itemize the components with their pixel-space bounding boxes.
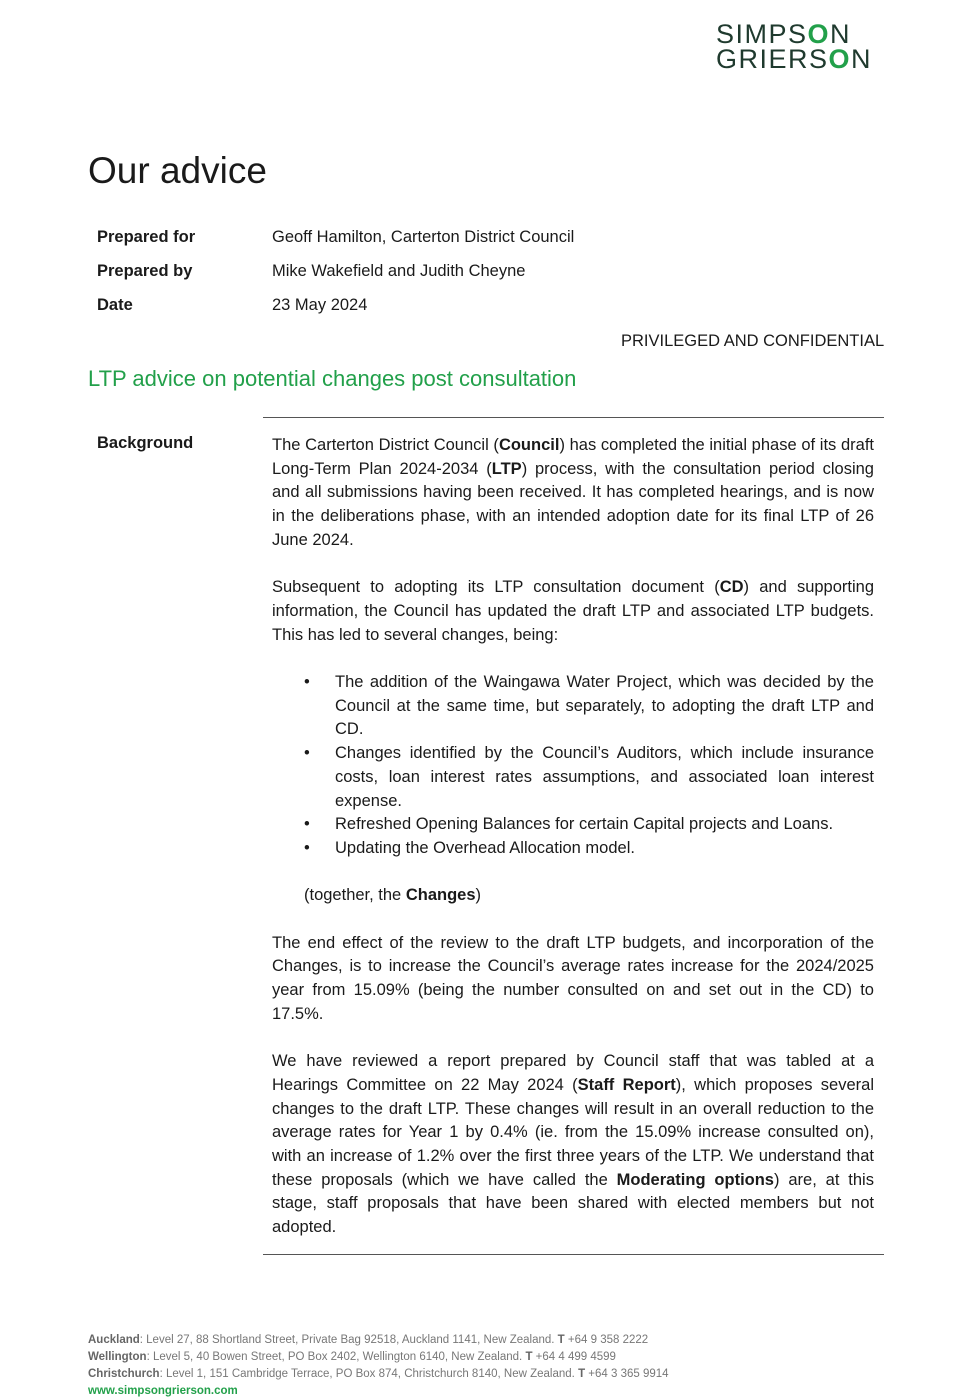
background-label: Background [97, 434, 194, 452]
list-item: • The addition of the Waingawa Water Project, which was decided by the Council at the same time, but separately, to adopting the draft LTP and CD. [304, 673, 874, 739]
list-item: • Refreshed Opening Balances for certain Capital projects and Loans. [335, 813, 874, 837]
background-body [272, 434, 874, 1264]
list-item: • Changes identified by the Council’s Auditors, which include insurance costs, loan interest rates assumptions, and associated loan interest expense. [304, 744, 874, 810]
bullet-icon: • [304, 838, 310, 857]
footer-wellington: Wellington: Level 5, 40 Bowen Street, PO Box 2402, Wellington 6140, New Zealand. T +64 4 499 4599 [88, 1351, 616, 1363]
paragraph-1: The Carterton District Council (Council) has completed the initial phase of its draft Long-Term Plan 2024-2034 (LTP) process, with the consultation period closing and all submissions having been received. It has completed hearings, and is now in the deliberations phase, with an intended adoption date for its final LTP of 26 June 2024. [272, 436, 875, 549]
confidentiality-notice: PRIVILEGED AND CONFIDENTIAL [621, 332, 885, 350]
footer-auckland: Auckland: Level 27, 88 Shortland Street, Private Bag 92518, Auckland 1141, New Zealand. T +64 9 358 2222 [88, 1334, 649, 1346]
company-logo [716, 19, 896, 74]
footer-christchurch: Christchurch: Level 1, 151 Cambridge Terrace, PO Box 874, Christchurch 8140, New Zealand. T +64 3 365 9914 [88, 1368, 669, 1380]
page-title: Our advice [88, 150, 267, 191]
footer [88, 1332, 669, 1400]
paragraph-4: We have reviewed a report prepared by Council staff that was tabled at a Hearings Committee on 22 May 2024 (Staff Report), which proposes several changes to the draft LTP. These changes will result in an overall reduction to the average rates for Year 1 by 0.4% (ie. from the 15.09% increase consulted on), with an increase of 1.2% over the first three years of the LTP. We understand that these proposals (which we have called the Moderating options) are, at this stage, staff proposals that have been shared with elected members but not adopted. [272, 1052, 874, 1237]
meta-row-date: Date 23 May 2024 [97, 296, 368, 314]
list-item: • Updating the Overhead Allocation model. [335, 837, 874, 861]
meta-row-prepared-for: Prepared for Geoff Hamilton, Carterton District Council [97, 228, 575, 246]
bullet-icon: • [304, 673, 310, 691]
paragraph-3: The end effect of the review to the draft LTP budgets, and incorporation of the Changes, is to increase the Council’s average rates increase for the 2024/2025 year from 15.09% (being the number consulted on and set out in the CD) to 17.5%. [272, 933, 874, 1023]
paragraph-2: Subsequent to adopting its LTP consultation document (CD) and supporting information, the Council has updated the draft LTP and associated LTP budgets. This has led to several changes, being: [272, 578, 874, 644]
together-note: (together, the Changes) [304, 886, 482, 905]
logo-line-2: GRIERSON [716, 44, 873, 74]
top-divider [263, 417, 884, 418]
section-heading: LTP advice on potential changes post consultation [88, 366, 577, 391]
changes-list [272, 671, 874, 861]
bullet-icon: • [304, 744, 310, 763]
logo-line-1: SIMPSON [716, 19, 852, 49]
bullet-icon: • [304, 815, 310, 834]
website-link[interactable]: www.simpsongrierson.com [88, 1385, 238, 1397]
meta-row-prepared-by: Prepared by Mike Wakefield and Judith Cheyne [97, 262, 526, 280]
document-meta [97, 228, 574, 330]
bottom-divider [263, 1254, 884, 1255]
